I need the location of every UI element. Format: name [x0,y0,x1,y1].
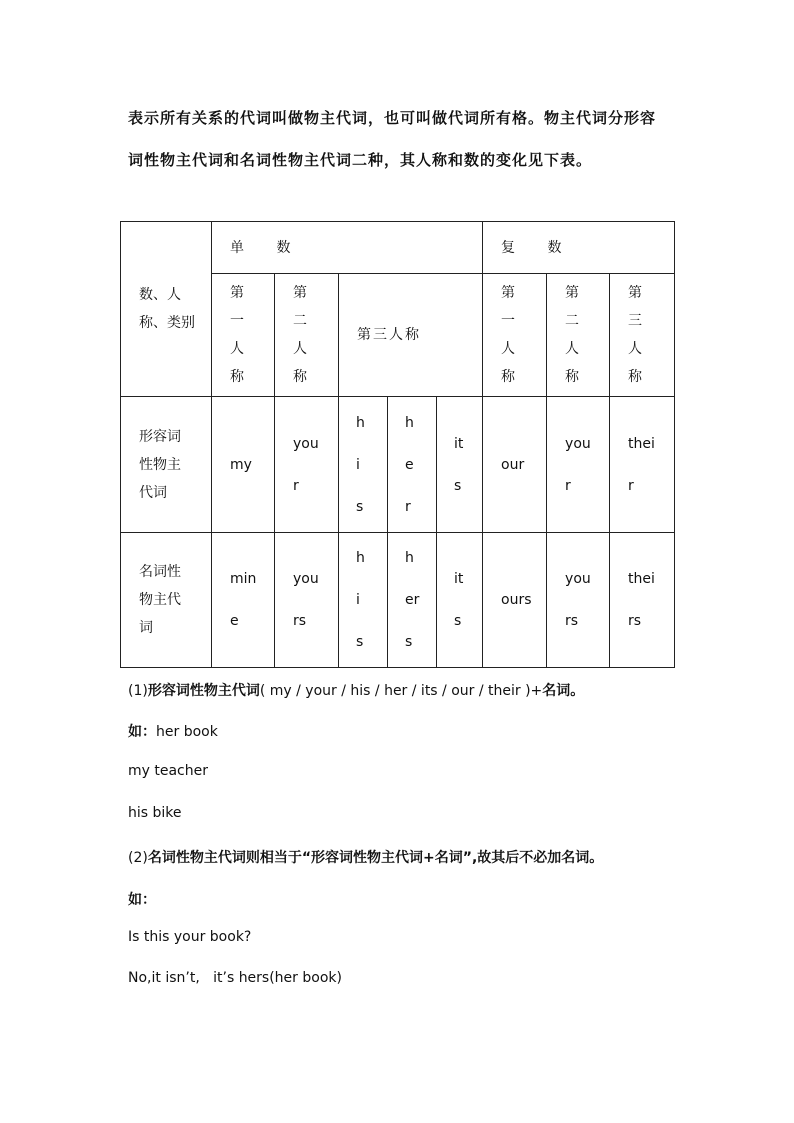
table-cell: yours [547,533,610,668]
table-cell: my [212,397,275,533]
table-cell: yours [275,533,339,668]
table-cell: their [610,397,675,533]
example-label: 如： [128,892,156,908]
table-cell: his [339,397,388,533]
table-cell: your [547,397,610,533]
rule-1: (1)形容词性物主代词( my / your / his / her / its / our / their )+名词。 [128,683,585,699]
intro-line-2: 词性物主代词和名词性物主代词二种，其人称和数的变化见下表。 [128,151,593,169]
plural-first-person: 第一人称 [483,274,547,397]
plural-header: 复 数 [483,222,675,274]
singular-first-person: 第一人称 [212,274,275,397]
example-line: No,it isn’t, it’s hers(her book) [128,970,342,986]
table-cell: ours [483,533,547,668]
example-line: 如：her book [128,724,218,740]
example-line: my teacher [128,763,208,779]
rule-2: (2)名词性物主代词则相当于“形容词性物主代词+名词”,故其后不必加名词。 [128,850,604,866]
table-cell: your [275,397,339,533]
table-cell: her [388,397,437,533]
example-line: Is this your book? [128,929,252,945]
intro-line-1: 表示所有关系的代词叫做物主代词，也可叫做代词所有格。物主代词分形容 [128,109,657,127]
possessive-pronoun-table [120,221,675,668]
header-label-cell: 数、人称、类别 [121,222,212,397]
singular-third-person: 第三人称 [339,274,483,397]
plural-third-person: 第三人称 [610,274,675,397]
table-cell: our [483,397,547,533]
row-label-nominal: 名词性物主代词 [121,533,212,668]
table-cell: hers [388,533,437,668]
example-line: his bike [128,805,182,821]
table-cell: theirs [610,533,675,668]
singular-header: 单 数 [212,222,483,274]
table-cell: its [437,397,483,533]
table-cell: its [437,533,483,668]
table-cell: his [339,533,388,668]
table-cell: mine [212,533,275,668]
plural-second-person: 第二人称 [547,274,610,397]
row-label-adjectival: 形容词性物主代词 [121,397,212,533]
singular-second-person: 第二人称 [275,274,339,397]
